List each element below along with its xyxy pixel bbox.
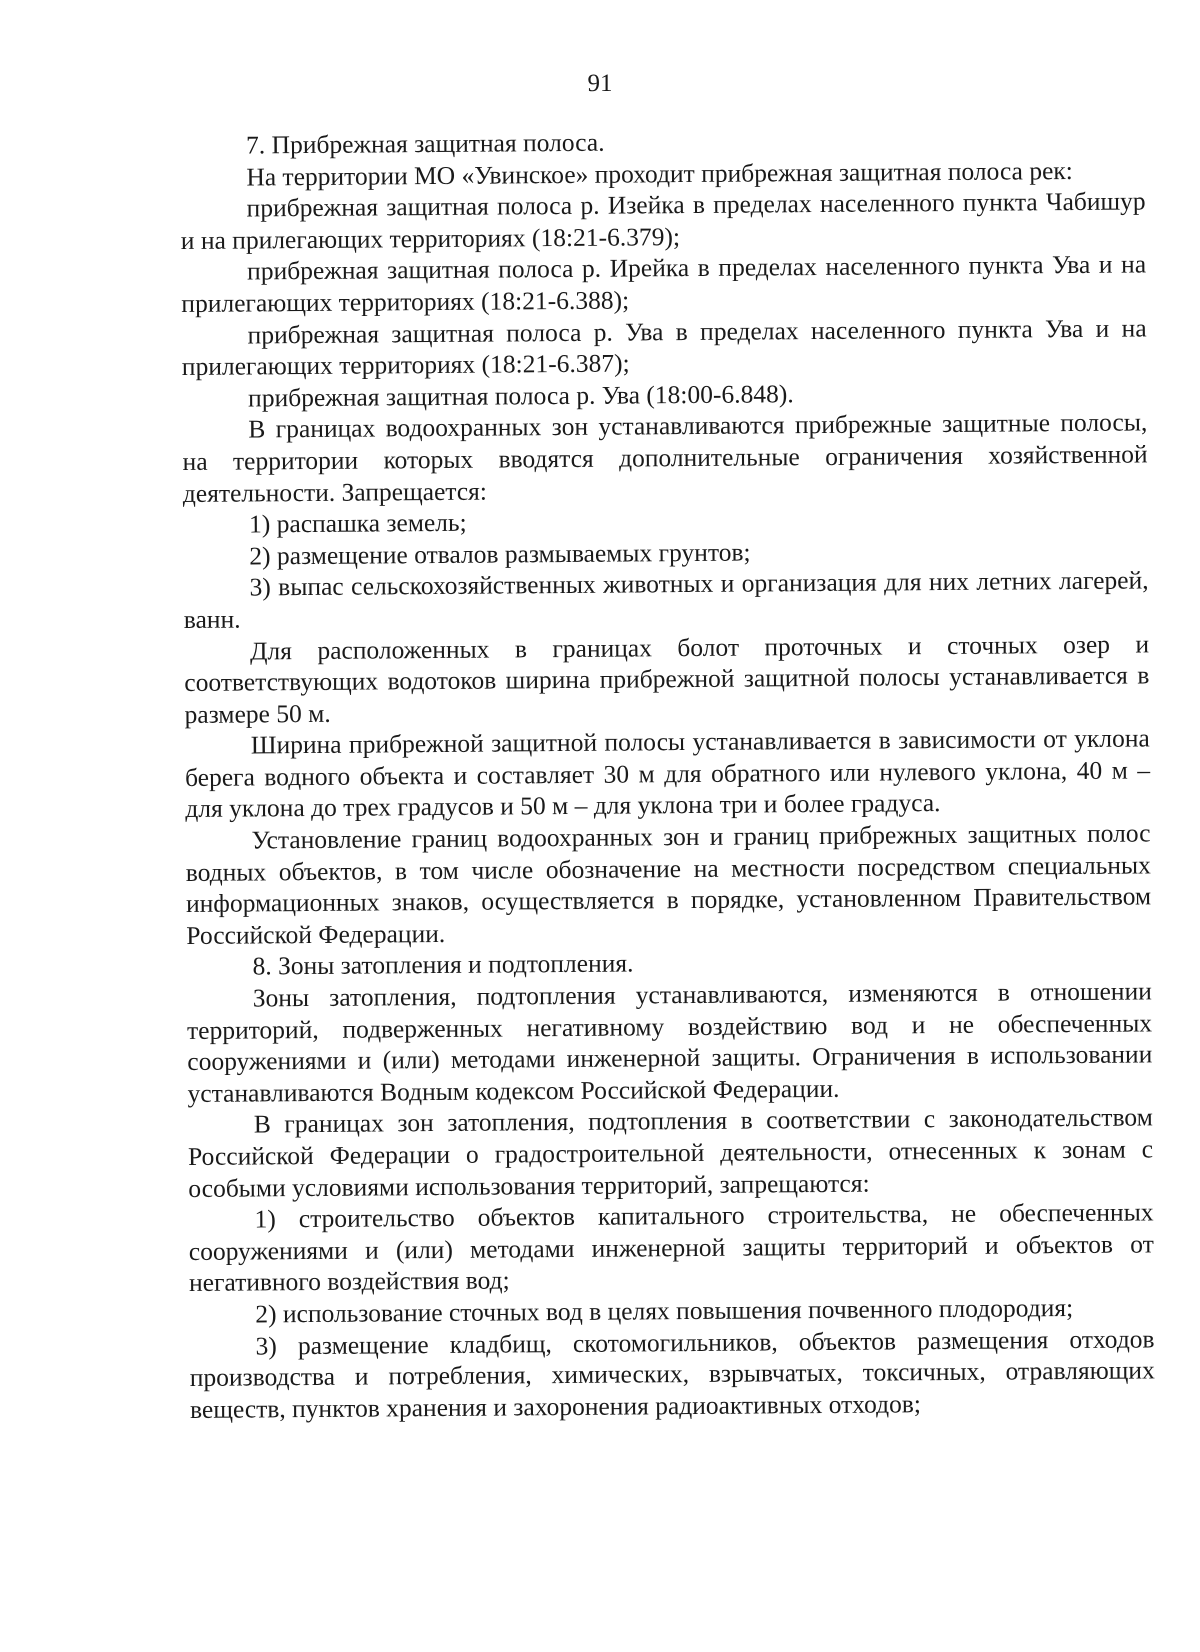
list-item: прибрежная защитная полоса р. Ува в пределах населенного пункта Ува и на прилегающих территориях (18:21-6.387); <box>181 312 1147 382</box>
paragraph: Зоны затопления, подтопления устанавливаются, изменяются в отношении территорий, подверженных негативному воздействию вод и не обеспеченных сооружениями и (или) методами инженерной защиты. Ограничения в использовании устанавливаются Водным кодексом Российской Федерации. <box>186 976 1153 1108</box>
paragraph: Ширина прибрежной защитной полосы устанавливается в зависимости от уклона берега водного объекта и составляет 30 м для обратного или нулевого уклона, 40 м – для уклона до трех градусов и 50 м – для уклона три и более градуса. <box>184 723 1151 824</box>
list-item: прибрежная защитная полоса р. Ирейка в пределах населенного пункта Ува и на прилегающих территориях (18:21-6.388); <box>181 249 1147 318</box>
list-item: 3) размещение кладбищ, скотомогильников, объектов размещения отходов производства и потребления, химических, взрывчатых, токсичных, отравляющих веществ, пунктов хранения и захоронения радиоактивных отходов; <box>189 1323 1155 1424</box>
list-item: 1) строительство объектов капитального строительства, не обеспеченных сооружениями и (или) методами инженерной защиты территорий и объектов от негативного воздействия вод; <box>188 1197 1154 1298</box>
list-item: 1) распашка земель; <box>248 507 467 539</box>
list-item: 2) размещение отвалов размываемых грунтов; <box>249 537 751 571</box>
paragraph: Для расположенных в границах болот проточных и сточных озер и соответствующих водотоков ширина прибрежной защитной полосы устанавливается в размере 50 м. <box>184 628 1150 729</box>
page-number: 91 <box>587 70 613 97</box>
paragraph: Установление границ водоохранных зон и границ прибрежных защитных полос водных объектов, в том числе обозначение на местности посредством специальных информационных знаков, осуществляется в порядке, установленном Правительством Российской Федерации. <box>185 818 1152 950</box>
paragraph: В границах водоохранных зон устанавливаются прибрежные защитные полосы, на территории которых вводятся дополнительные ограничения хозяйственной деятельности. Запрещается: <box>182 407 1148 508</box>
list-item: прибрежная защитная полоса р. Изейка в пределах населенного пункта Чабишур и на прилегающих территориях (18:21-6.379); <box>180 186 1146 255</box>
paragraph: В границах зон затопления, подтопления в соответствии с законодательством Российской Федерации о градостроительной деятельности, отнесенных к зонам с особыми условиями использования территорий, запрещаются: <box>187 1102 1154 1203</box>
list-item: 3) выпас сельскохозяйственных животных и организация для них летних лагерей, ванн. <box>183 565 1149 634</box>
text-body <box>180 122 1155 1425</box>
section-heading-7: 7. Прибрежная защитная полоса. <box>246 127 605 160</box>
list-item: 2) использование сточных вод в целях повышения почвенного плодородия; <box>255 1292 1074 1329</box>
paragraph: На территории МО «Увинское» проходит прибрежная защитная полоса рек: <box>246 155 1073 192</box>
section-heading-8: 8. Зоны затопления и подтопления. <box>252 948 634 981</box>
list-item: прибрежная защитная полоса р. Ува (18:00-6.848). <box>247 378 794 413</box>
